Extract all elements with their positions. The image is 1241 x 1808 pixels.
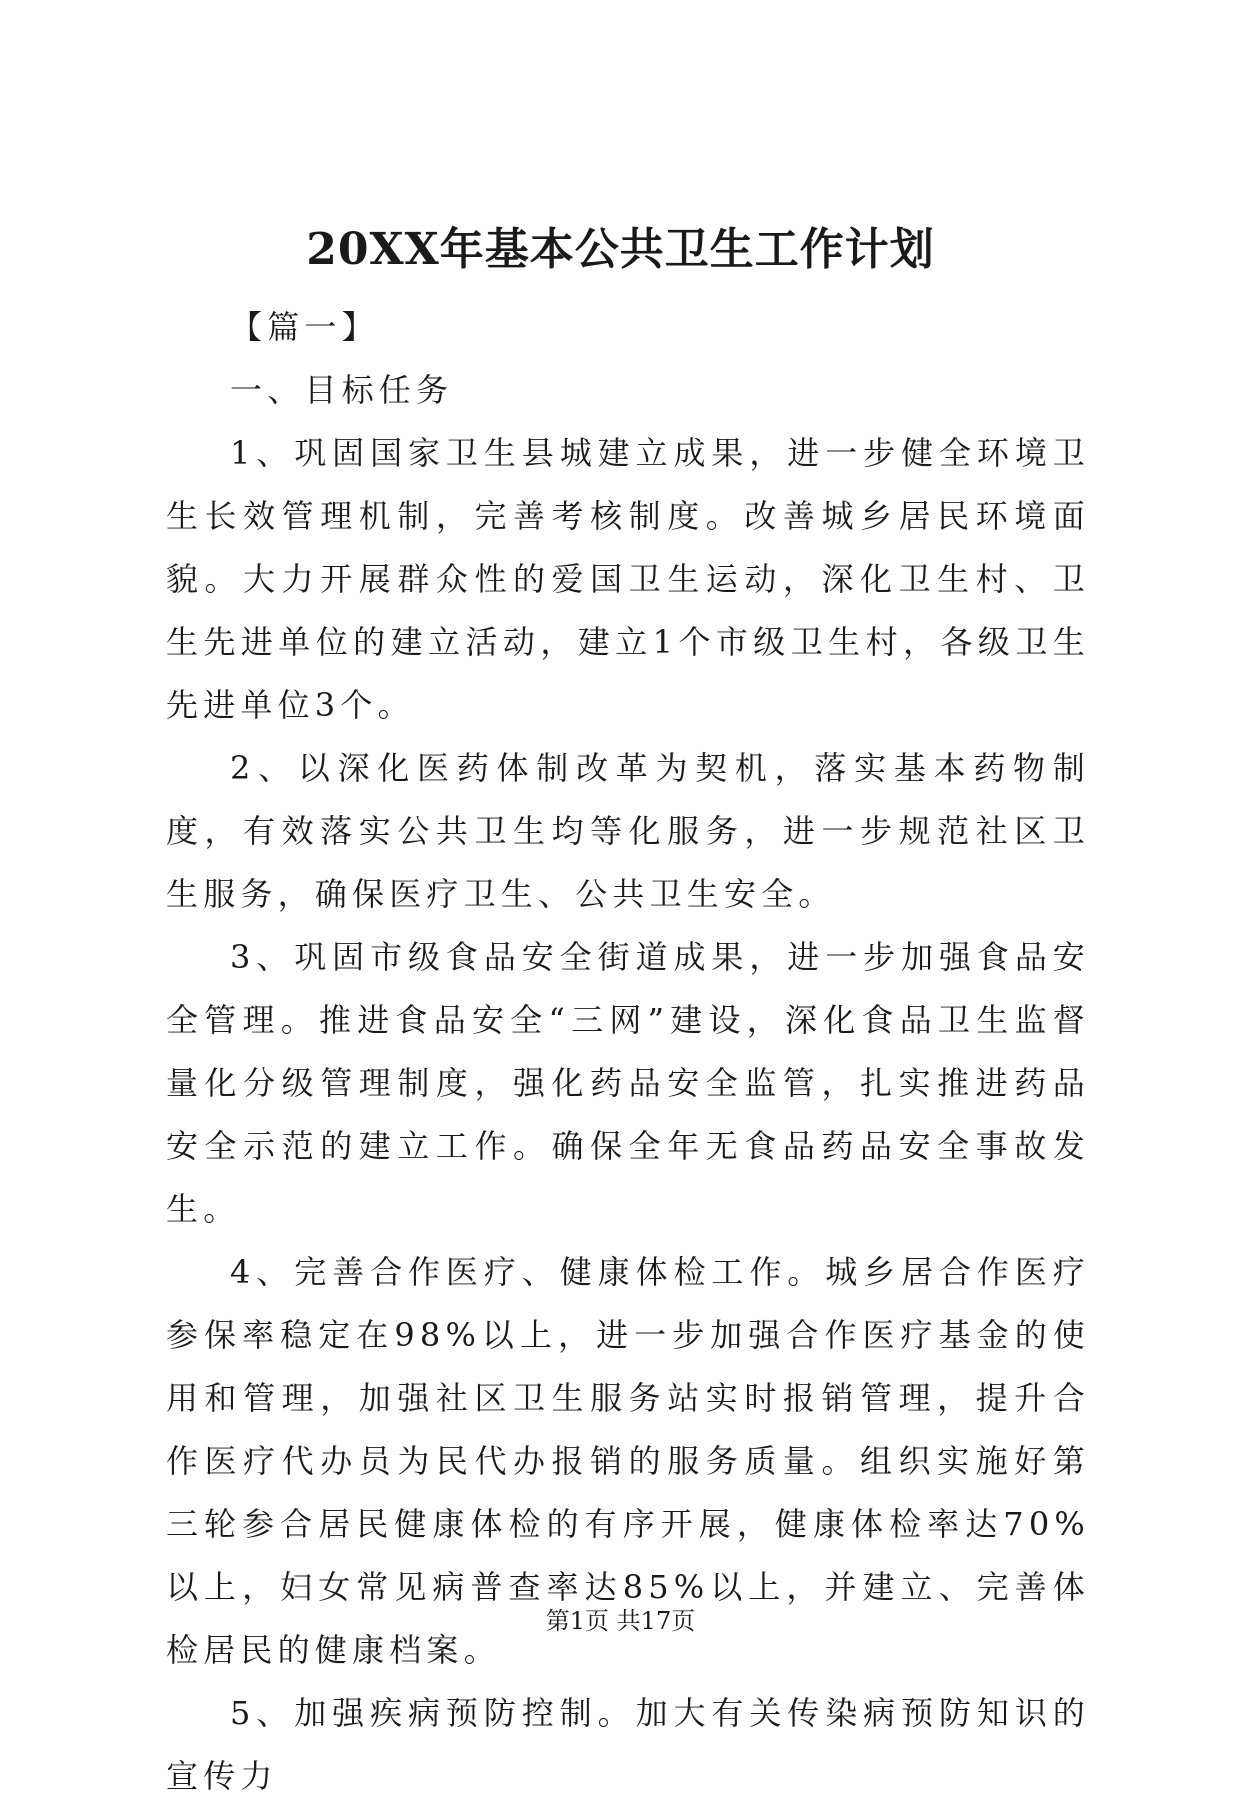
document-body xyxy=(166,296,1090,1808)
paragraph-2: 2、以深化医药体制改革为契机，落实基本药物制度，有效落实公共卫生均等化服务，进一步规范社区卫生服务，确保医疗卫生、公共卫生安全。 xyxy=(166,749,1090,913)
section-label: 【篇一】 xyxy=(230,308,379,346)
page-footer: 第1页 共17页 xyxy=(545,1607,696,1635)
document-title: 20XX年基本公共卫生工作计划 xyxy=(306,224,935,275)
paragraph-1: 1、巩固国家卫生县城建立成果，进一步健全环境卫生长效管理机制，完善考核制度。改善城乡居民环境面貌。大力开展群众性的爱国卫生运动，深化卫生村、卫生先进单位的建立活动，建立1个市级卫生村，各级卫生先进单位3个。 xyxy=(166,434,1090,724)
paragraph-5: 5、加强疾病预防控制。加大有关传染病预防知识的宣传力 xyxy=(166,1694,1090,1795)
section-heading: 一、目标任务 xyxy=(230,371,454,409)
paragraph-4: 4、完善合作医疗、健康体检工作。城乡居合作医疗参保率稳定在98%以上，进一步加强合作医疗基金的使用和管理，加强社区卫生服务站实时报销管理，提升合作医疗代办员为民代办报销的服务质量。组织实施好第三轮参合居民健康体检的有序开展，健康体检率达70%以上，妇女常见病普查率达85%以上，并建立、完善体检居民的健康档案。 xyxy=(166,1253,1090,1669)
paragraph-3: 3、巩固市级食品安全街道成果，进一步加强食品安全管理。推进食品安全“三网”建设，深化食品卫生监督量化分级管理制度，强化药品安全监管，扎实推进药品安全示范的建立工作。确保全年无食品药品安全事故发生。 xyxy=(166,938,1090,1228)
